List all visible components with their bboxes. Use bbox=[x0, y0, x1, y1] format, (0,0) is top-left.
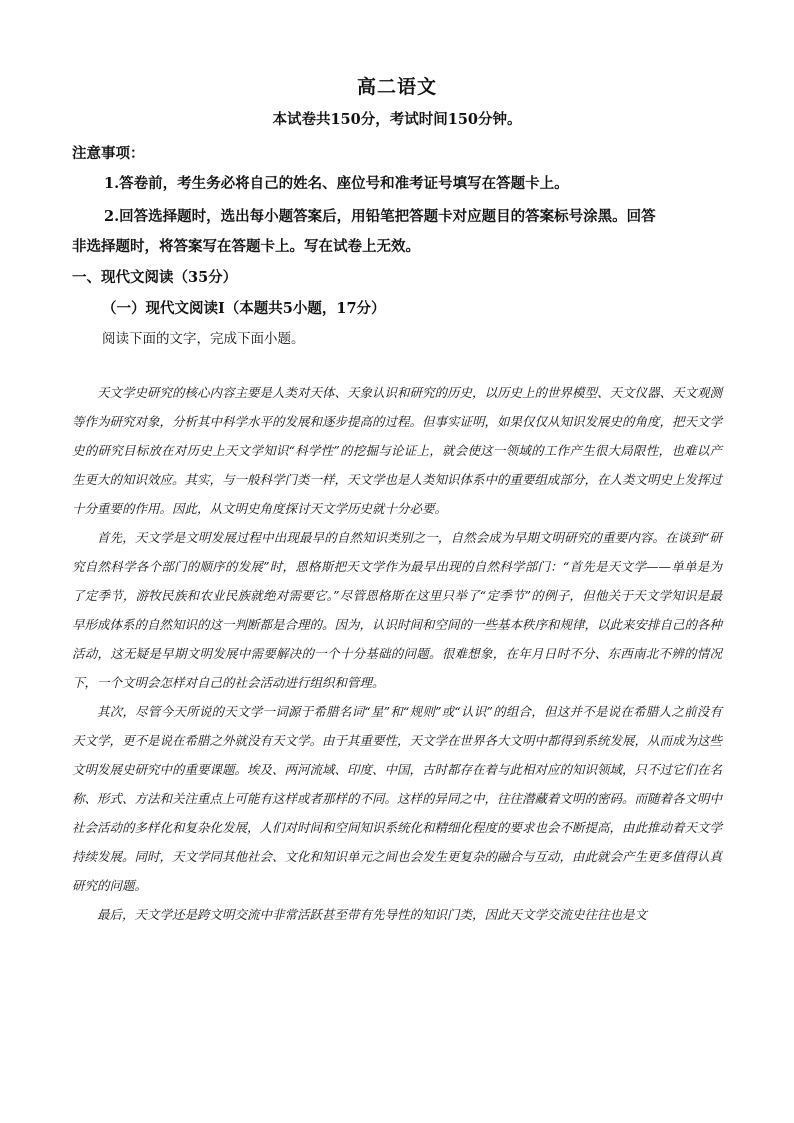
notice-item-2-line-2: 非选择题时，将答案写在答题卡上。写在试卷上无效。 bbox=[72, 238, 420, 255]
passage-paragraph: 首先，天文学是文明发展过程中出现最早的自然知识类别之一，自然会成为早期文明研究的重要内容。在谈到“研究自然科学各个部门的顺序的发展”时，恩格斯把天文学作为最早出现的自然科学部门：“首先是天文学——单单是为了定季节，游牧民族和农业民族就绝对需要它。”尽管恩格斯在这里只举了“定季节”的例子，但他关于天文学知识是最早形成体系的自然知识的这一判断都是合理的。因为，认识时间和空间的一些基本秩序和规律，以此来安排自己的各种活动，这无疑是早期文明发展中需要解决的一个十分基础的问题。很难想象，在年月日时不分、东西南北不辨的情况下，一个文明会怎样对自己的社会活动进行组织和管理。 bbox=[72, 530, 723, 690]
passage-paragraph: 天文学史研究的核心内容主要是人类对天体、天象认识和研究的历史，以历史上的世界模型、天文仪器、天文观测等作为研究对象，分析其中科学水平的发展和逐步提高的过程。但事实证明，如果仅仅从知识发展史的角度，把天文学史的研究目标放在对历史上天文学知识“科学性”的挖掘与论证上，就会使这一领域的工作产生很大局限性，也难以产生更大的知识效应。其实，与一般科学门类一样，天文学也是人类知识体系中的重要组成部分，在人类文明史上发挥过十分重要的作用。因此，从文明史角度探讨天文学历史就十分必要。 bbox=[72, 385, 723, 516]
section-heading: 一、现代文阅读（35分） bbox=[72, 269, 238, 286]
notice-item-1: 1.答卷前，考生务必将自己的姓名、座位号和准考证号填写在答题卡上。 bbox=[104, 175, 569, 192]
page-title: 高二语文 bbox=[356, 76, 437, 98]
notice-item-2-line-1: 2.回答选择题时，选出每小题答案后，用铅笔把答题卡对应题目的答案标号涂黑。回答 bbox=[104, 208, 656, 225]
sub-section-heading: （一）现代文阅读Ⅰ（本题共5小题，17分） bbox=[102, 300, 386, 317]
passage-paragraph: 最后，天文学还是跨文明交流中非常活跃甚至带有先导性的知识门类，因此天文学交流史往往也是文 bbox=[97, 907, 648, 922]
reading-instruction: 阅读下面的文字，完成下面小题。 bbox=[102, 331, 305, 347]
notice-heading: 注意事项： bbox=[72, 145, 145, 162]
passage-paragraph: 其次，尽管今天所说的天文学一词源于希腊名词“星”和“规则”或“认识”的组合，但这并不是说在希腊人之前没有天文学，更不是说在希腊之外就没有天文学。由于其重要性，天文学在世界各大文明中都得到系统发展，从而成为这些文明发展史研究中的重要课题。埃及、两河流域、印度、中国，古时都存在着与此相对应的知识领域，只不过它们在名称、形式、方法和关注重点上可能有这样或者那样的不同。这样的异同之中，往往潜藏着文明的密码。而随着各文明中社会活动的多样化和复杂化发展，人们对时间和空间知识系统化和精细化程度的要求也会不断提高，由此推动着天文学持续发展。同时，天文学同其他社会、文化和知识单元之间也会发生更复杂的融合与互动，由此就会产生更多值得认真研究的问题。 bbox=[72, 704, 723, 893]
exam-info: 本试卷共150分，考试时间150分钟。 bbox=[272, 111, 522, 128]
reading-passage bbox=[72, 378, 722, 929]
